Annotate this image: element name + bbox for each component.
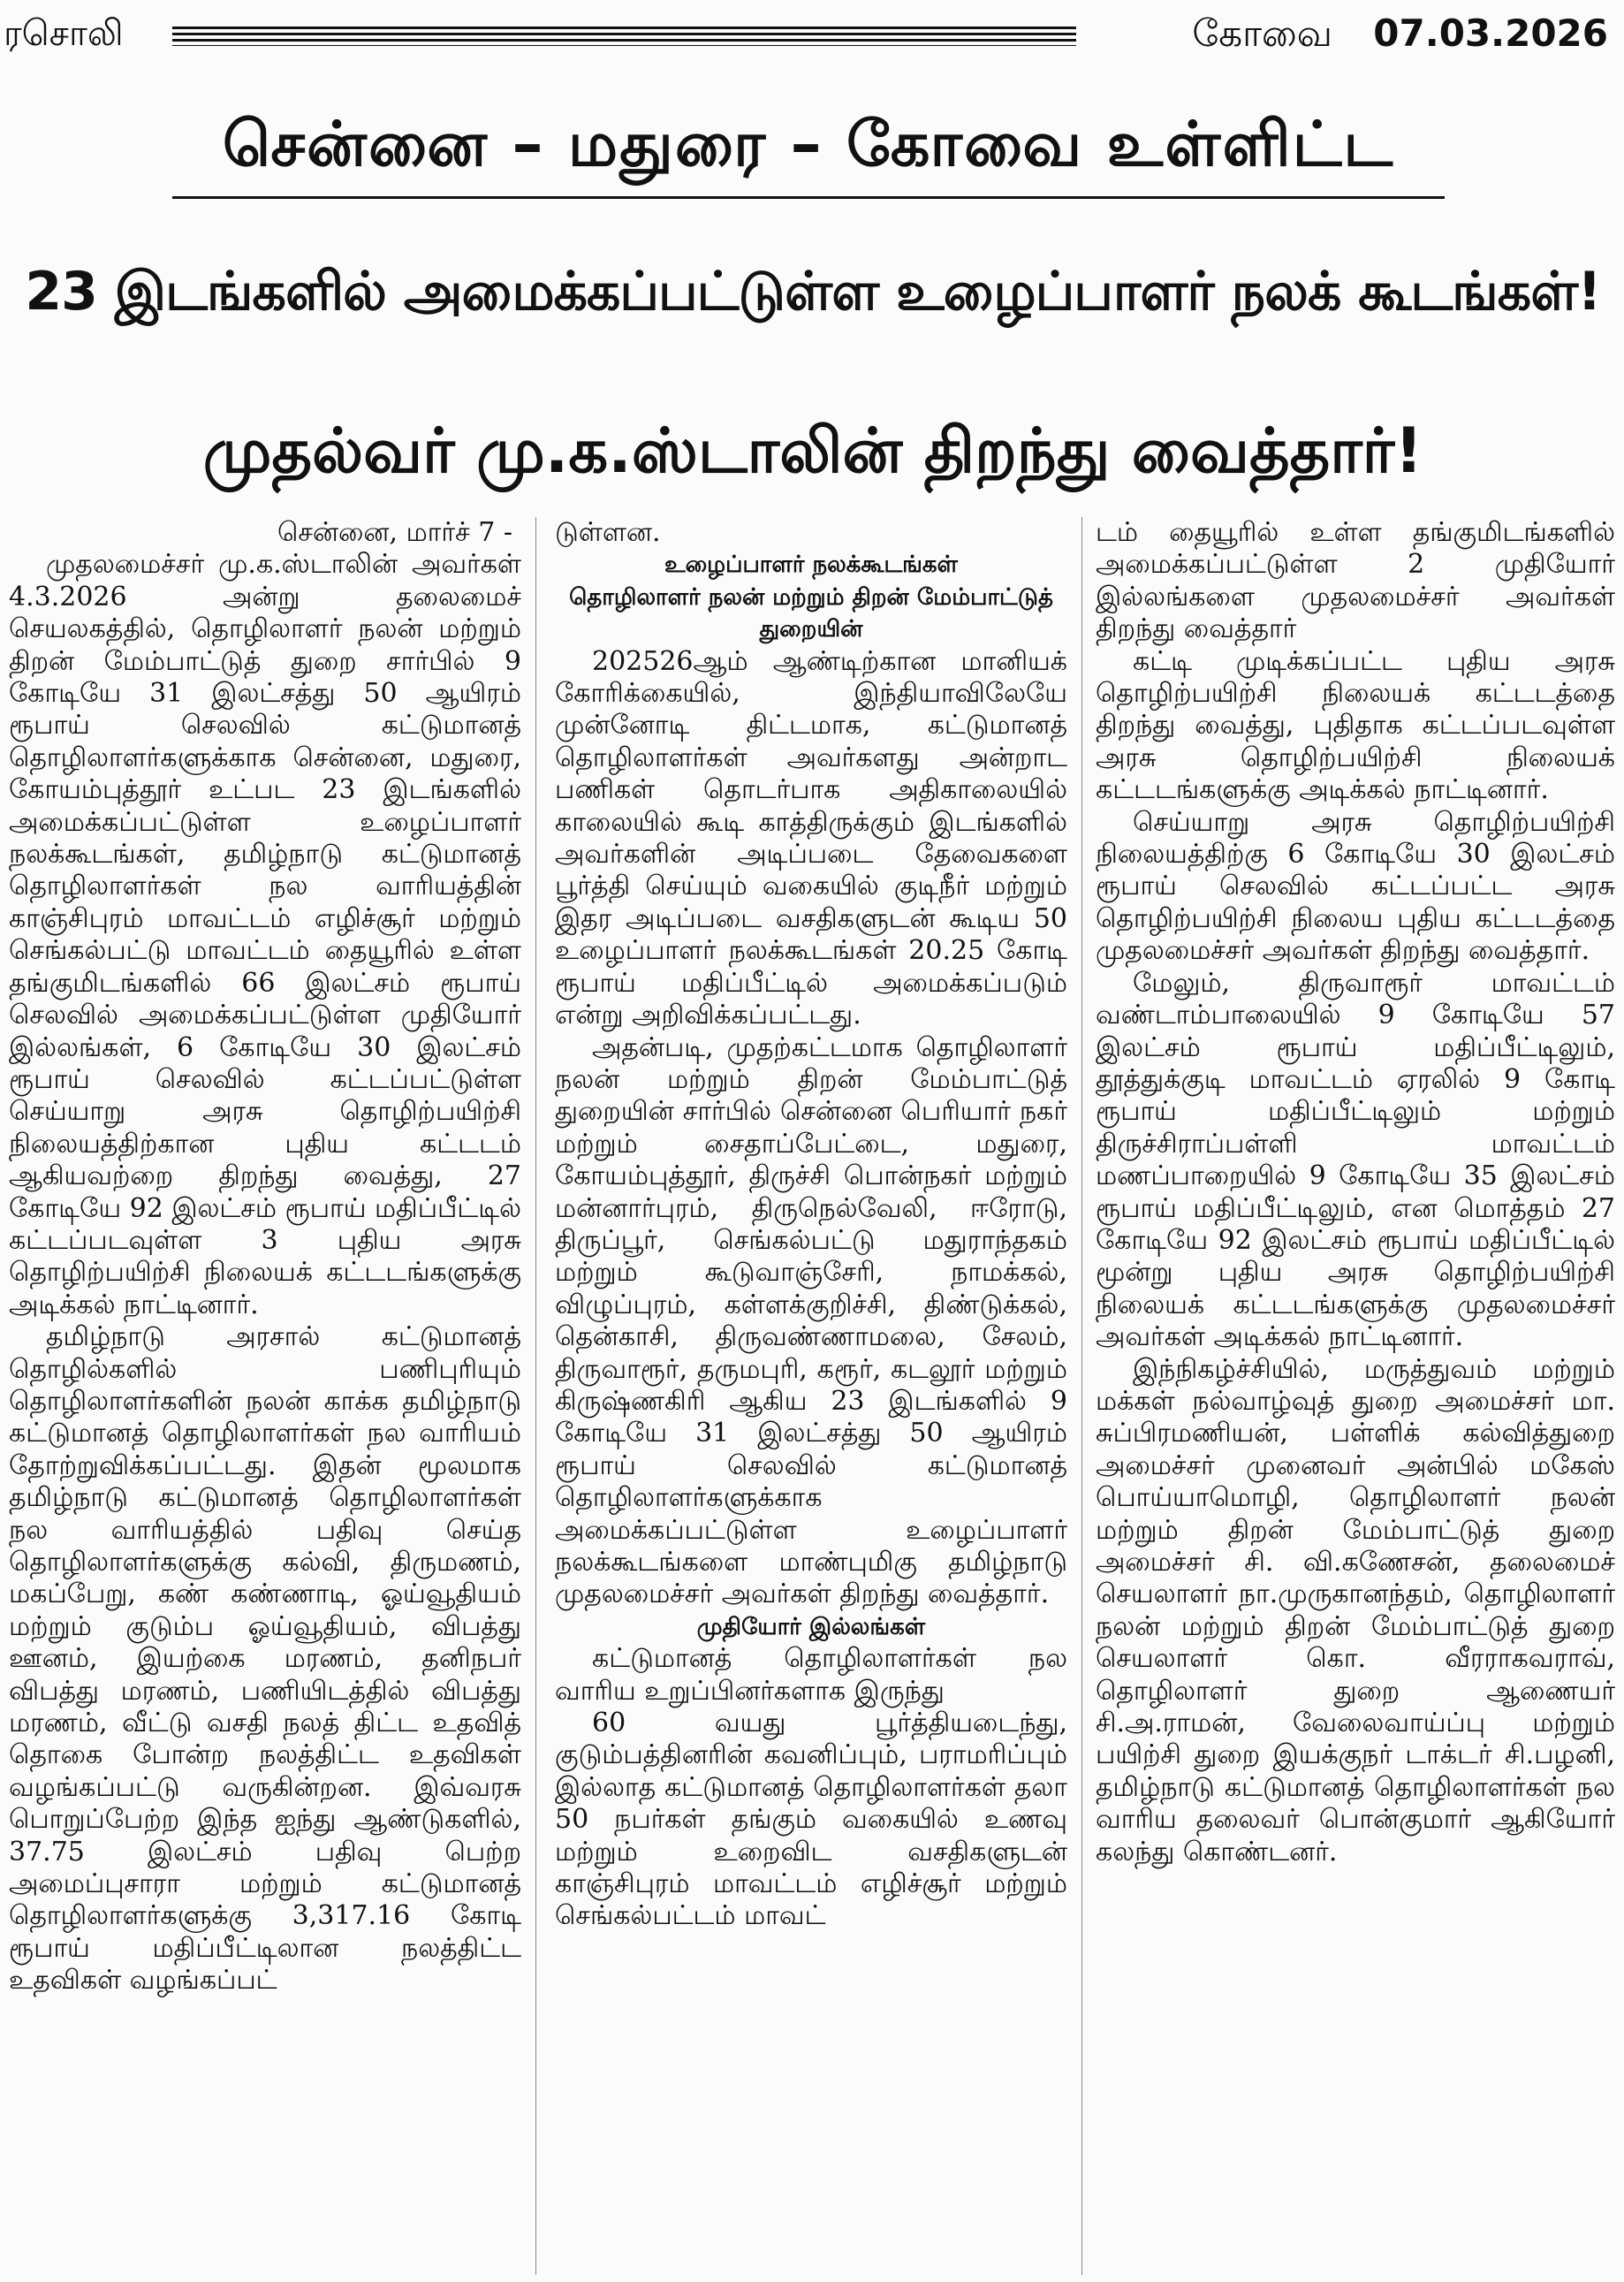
subheading: முதியோர் இல்லங்கள் xyxy=(696,1613,926,1640)
article-column-2 xyxy=(555,517,1067,2275)
masthead xyxy=(0,0,1624,76)
paragraph: இந்நிகழ்ச்சியில், மருத்துவம் மற்றும் மக்கள் நல்வாழ்வுத் துறை அமைச்சர் மா. சுப்பிரமணியன், பள்ளிக் கல்வித்துறை அமைச்சர் முனைவர் அன்பில் மகேஸ் பொய்யாமொழி, தொழிலாளர் நலன் மற்றும் திறன் மேம்பாட்டுத் துறை அமைச்சர் சி. வி.கணேசன், தலைமைச் செயலாளர் நா.முருகானந்தம், தொழிலாளர் நலன் மற்றும் திறன் மேம்பாட்டுத் துறை செயலாளர் கொ. வீரராகவராவ், தொழிலாளர் துறை ஆணையர் சி.அ.ராமன், வேலைவாய்ப்பு மற்றும் பயிற்சி துறை இயக்குநர் டாக்டர் சி.பழனி, தமிழ்நாடு கட்டுமானத் தொழிலாளர்கள் நல வாரிய தலைவர் பொன்குமார் ஆகியோர் கலந்து கொண்டனர். xyxy=(1096,1353,1615,1867)
edition-city: கோவை xyxy=(1192,11,1332,55)
paragraph: 202526ஆம் ஆண்டிற்கான மானியக் கோரிக்கையில், இந்தியாவிலேயே முன்னோடி திட்டமாக, கட்டுமானத் தொழிலாளர்கள் அவர்களது அன்றாட பணிகள் தொடர்பாக அதிகாலையில் காலையில் கூடி காத்திருக்கும் இடங்களில் அவர்களின் அடிப்படை தேவைகளை பூர்த்தி செய்யும் வகையில் குடிநீர் மற்றும் இதர அடிப்படை வசதிகளுடன் கூடிய 50 உழைப்பாளர் நலக்கூடங்கள் 20.25 கோடி ரூபாய் மதிப்பீட்டில் அமைக்கப்படும் என்று அறிவிக்கப்பட்டது. xyxy=(555,645,1067,1031)
paragraph-continuation: டம் தையூரில் உள்ள தங்குமிடங்களில் அமைக்கப்பட்டுள்ள 2 முதியோர் இல்லங்களை முதலமைச்சர் அவர்கள் திறந்து வைத்தார் xyxy=(1096,517,1615,645)
dateline: சென்னை, மார்ச் 7 - xyxy=(277,517,512,548)
paragraph: தமிழ்நாடு அரசால் கட்டுமானத் தொழில்களில் பணிபுரியும் தொழிலாளர்களின் நலன் காக்க தமிழ்நாடு கட்டுமானத் தொழிலாளர்கள் நல வாரியம் தோற்றுவிக்கப்பட்டது. இதன் மூலமாக தமிழ்நாடு கட்டுமானத் தொழிலாளர்கள் நல வாரியத்தில் பதிவு செய்த தொழிலாளர்களுக்கு கல்வி, திருமணம், மகப்பேறு, கண் கண்ணாடி, ஓய்வூதியம் மற்றும் குடும்ப ஓய்வூதியம், விபத்து ஊனம், இயற்கை மரணம், தனிநபர் விபத்து மரணம், பணியிடத்தில் விபத்து மரணம், வீட்டு வசதி நலத் திட்ட உதவித் தொகை போன்ற நலத்திட்ட உதவிகள் வழங்கப்பட்டு வருகின்றன. இவ்வரசு பொறுப்பேற்ற இந்த ஐந்து ஆண்டுகளில், 37.75 இலட்சம் பதிவு பெற்ற அமைப்புசாரா மற்றும் கட்டுமானத் தொழிலாளர்களுக்கு 3,317.16 கோடி ரூபாய் மதிப்பீட்டிலான நலத்திட்ட உதவிகள் வழங்கப்பட் xyxy=(9,1321,521,1997)
paragraph: கட்டுமானத் தொழிலாளர்கள் நல வாரிய உறுப்பினர்களாக இருந்து xyxy=(555,1643,1067,1707)
paragraph: மேலும், திருவாரூர் மாவட்டம் வண்டாம்பாலையில் 9 கோடியே 57 இலட்சம் ரூபாய் மதிப்பீட்டிலும், தூத்துக்குடி மாவட்டம் ஏரலில் 9 கோடி ரூபாய் மதிப்பீட்டிலும் மற்றும் திருச்சிராப்பள்ளி மாவட்டம் மணப்பாறையில் 9 கோடியே 35 இலட்சம் ரூபாய் மதிப்பீட்டிலும், என மொத்தம் 27 கோடியே 92 இலட்சம் ரூபாய் மதிப்பீட்டில் மூன்று புதிய அரசு தொழிற்பயிற்சி நிலையக் கட்டடங்களுக்கு முதலமைச்சர் அவர்கள் அடிக்கல் நாட்டினார். xyxy=(1096,967,1615,1353)
article-column-3 xyxy=(1096,517,1615,2275)
column-divider xyxy=(535,517,536,2275)
masthead-rule xyxy=(172,27,1076,46)
paragraph: கட்டி முடிக்கப்பட்ட புதிய அரசு தொழிற்பயிற்சி நிலையக் கட்டடத்தை திறந்து வைத்து, புதிதாக கட்டப்படவுள்ள அரசு தொழிற்பயிற்சி நிலையக் கட்டடங்களுக்கு அடிக்கல் நாட்டினார். xyxy=(1096,645,1615,806)
paper-name: ரசொலி xyxy=(4,13,124,54)
paragraph: 60 வயது பூர்த்தியடைந்து, குடும்பத்தினரின் கவனிப்பும், பராமரிப்பும் இல்லாத கட்டுமானத் தொழிலாளர்கள் தலா 50 நபர்கள் தங்கும் வகையில் உணவு மற்றும் உறைவிட வசதிகளுடன் காஞ்சிபுரம் மாவட்டம் எழிச்சூர் மற்றும் செங்கல்பட்டம் மாவட் xyxy=(555,1708,1067,1932)
paragraph: செய்யாறு அரசு தொழிற்பயிற்சி நிலையத்திற்கு 6 கோடியே 30 இலட்சம் ரூபாய் செலவில் கட்டப்பட்ட அரசு தொழிற்பயிற்சி நிலைய புதிய கட்டடத்தை முதலமைச்சர் அவர்கள் திறந்து வைத்தார். xyxy=(1096,806,1615,967)
column-divider xyxy=(1081,517,1082,2275)
subheading: தொழிலாளர் நலன் மற்றும் திறன் மேம்பாட்டுத் துறையின் xyxy=(569,583,1053,643)
headline-sub: முதல்வர் மு.க.ஸ்டாலின் திறந்து வைத்தார்! xyxy=(202,415,1423,487)
headline-main: 23 இடங்களில் அமைக்கப்பட்டுள்ள உழைப்பாளர் நலக் கூடங்கள்! xyxy=(25,261,1601,323)
edition-date: 07.03.2026 xyxy=(1373,11,1608,55)
paragraph-continuation: டுள்ளன. xyxy=(555,517,661,548)
paragraph: முதலமைச்சர் மு.க.ஸ்டாலின் அவர்கள் 4.3.2026 அன்று தலைமைச் செயலகத்தில், தொழிலாளர் நலன் மற்றும் திறன் மேம்பாட்டுத் துறை சார்பில் 9 கோடியே 31 இலட்சத்து 50 ஆயிரம் ரூபாய் செலவில் கட்டுமானத் தொழிலாளர்களுக்காக சென்னை, மதுரை, கோயம்புத்தூர் உட்பட 23 இடங்களில் அமைக்கப்பட்டுள்ள உழைப்பாளர் நலக்கூடங்கள், தமிழ்நாடு கட்டுமானத் தொழிலாளர்கள் நல வாரியத்தின் காஞ்சிபுரம் மாவட்டம் எழிச்சூர் மற்றும் செங்கல்பட்டு மாவட்டம் தையூரில் உள்ள தங்குமிடங்களில் 66 இலட்சம் ரூபாய் செலவில் அமைக்கப்பட்டுள்ள முதியோர் இல்லங்கள், 6 கோடியே 30 இலட்சம் ரூபாய் செலவில் கட்டப்பட்டுள்ள செய்யாறு அரசு தொழிற்பயிற்சி நிலையத்திற்கான புதிய கட்டடம் ஆகியவற்றை திறந்து வைத்து, 27 கோடியே 92 இலட்சம் ரூபாய் மதிப்பீட்டில் கட்டப்படவுள்ள 3 புதிய அரசு தொழிற்பயிற்சி நிலையக் கட்டடங்களுக்கு அடிக்கல் நாட்டினார். xyxy=(9,549,521,1320)
article-column-1 xyxy=(9,517,521,2275)
paragraph: அதன்படி, முதற்கட்டமாக தொழிலாளர் நலன் மற்றும் திறன் மேம்பாட்டுத் துறையின் சார்பில் சென்னை பெரியார் நகர் மற்றும் சைதாப்பேட்டை, மதுரை, கோயம்புத்தூர், திருச்சி பொன்நகர் மற்றும் மன்னார்புரம், திருநெல்வேலி, ஈரோடு, திருப்பூர், செங்கல்பட்டு மதுராந்தகம் மற்றும் கூடுவாஞ்சேரி, நாமக்கல், விழுப்புரம், கள்ளக்குறிச்சி, திண்டுக்கல், தென்காசி, திருவண்ணாமலை, சேலம், திருவாரூர், தருமபுரி, கரூர், கடலூர் மற்றும் கிருஷ்ணகிரி ஆகிய 23 இடங்களில் 9 கோடியே 31 இலட்சத்து 50 ஆயிரம் ரூபாய் செலவில் கட்டுமானத் தொழிலாளர்களுக்காக அமைக்கப்பட்டுள்ள உழைப்பாளர் நலக்கூடங்களை மாண்புமிகு தமிழ்நாடு முதலமைச்சர் அவர்கள் திறந்து வைத்தார். xyxy=(555,1031,1067,1610)
headline-kicker: சென்னை – மதுரை – கோவை உள்ளிட்ட xyxy=(222,108,1395,180)
kicker-rule xyxy=(172,196,1445,199)
subheading: உழைப்பாளர் நலக்கூடங்கள் xyxy=(664,551,959,579)
